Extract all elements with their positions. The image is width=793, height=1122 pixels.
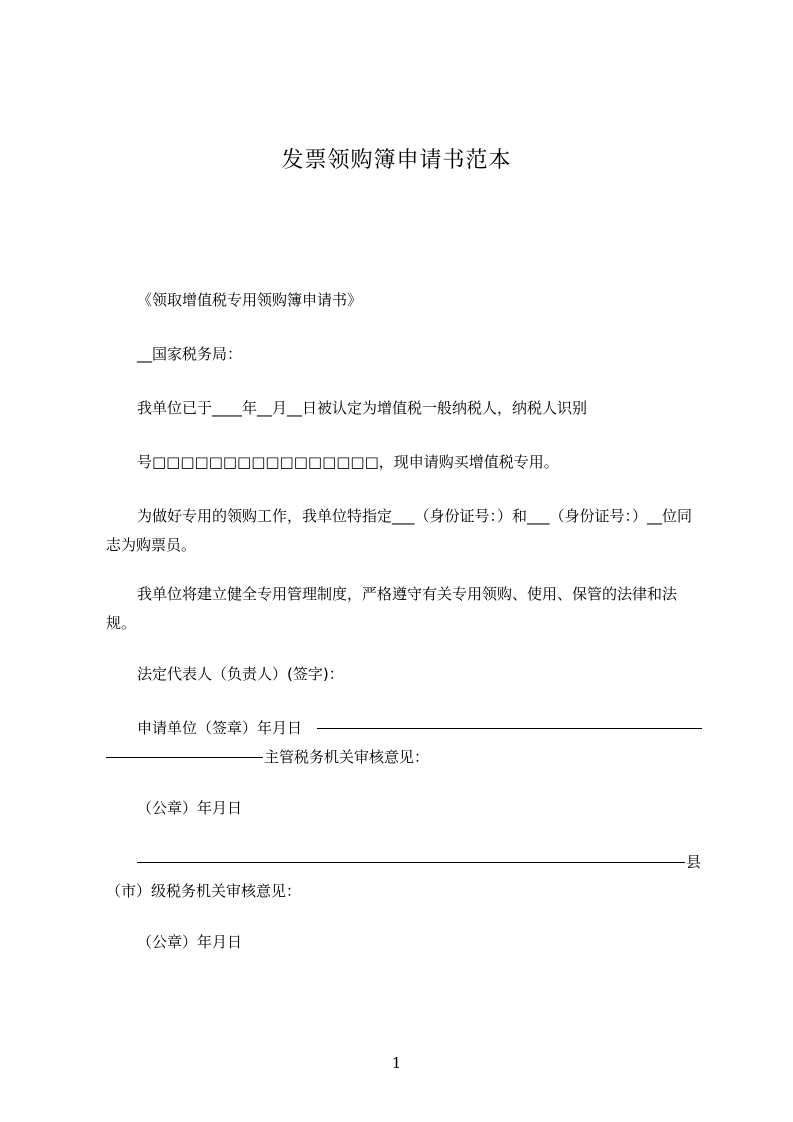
legal-representative-signature: 法定代表人（负责人）(签字)： xyxy=(137,665,344,683)
applicant-seal-date: 申请单位（签章）年月日 xyxy=(137,719,303,737)
application-form-name: 《领取增值税专用领购簿申请书》 xyxy=(137,291,363,309)
page-number: 1 xyxy=(391,1054,402,1072)
paragraph-1-line-1: 我单位已于____年__月__日被认定为增值税一般纳税人，纳税人识别 xyxy=(137,399,588,417)
signature-rule-line xyxy=(106,757,263,758)
county-label: 县 xyxy=(686,853,702,871)
addressee-line: __国家税务局： xyxy=(137,345,243,363)
signature-rule-line xyxy=(137,862,685,863)
signature-rule-line xyxy=(317,728,702,729)
paragraph-designate-buyers: 为做好专用的领购工作，我单位特指定___（身份证号：）和___（身份证号：）__位同志为购票员。 xyxy=(106,507,693,554)
paragraph-management-commitment: 我单位将建立健全专用管理制度，严格遵守有关专用领购、使用、保管的法律和法规。 xyxy=(106,585,678,632)
document-title: 发票领购簿申请书范本 xyxy=(281,148,512,173)
competent-authority-review: 主管税务机关审核意见： xyxy=(264,748,430,766)
seal-date-1: （公章）年月日 xyxy=(137,799,243,817)
seal-date-2: （公章）年月日 xyxy=(137,933,243,951)
county-level-review: （市）级税务机关审核意见： xyxy=(106,882,302,900)
paragraph-1-line-2: 号□□□□□□□□□□□□□□□□，现申请购买增值税专用。 xyxy=(137,453,559,471)
